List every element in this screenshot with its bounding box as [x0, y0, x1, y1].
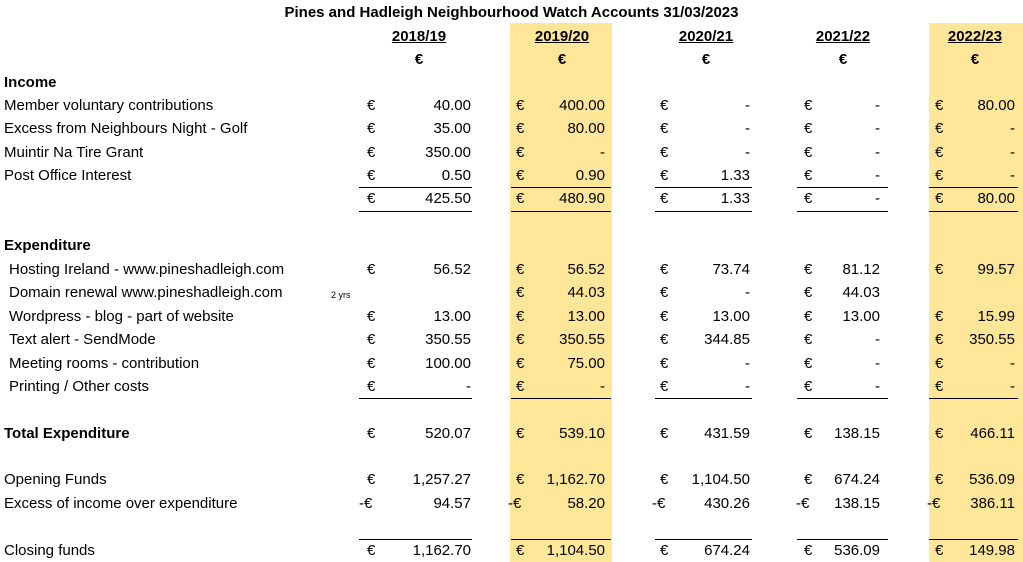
cell-value: - — [600, 144, 605, 161]
currency-symbol: € — [935, 144, 944, 161]
currency-symbol: € — [660, 355, 669, 372]
row-label: Member voluntary contributions — [4, 97, 214, 114]
cell-value: 466.11 — [970, 425, 1015, 442]
cell-value: - — [745, 378, 750, 395]
underline-rule — [797, 539, 888, 540]
cell-value: - — [745, 355, 750, 372]
currency-symbol: € — [516, 308, 525, 325]
currency-symbol: € — [367, 167, 376, 184]
cell-value: 81.12 — [842, 261, 880, 278]
currency-symbol: € — [367, 471, 376, 488]
currency-symbol: € — [367, 190, 376, 207]
row-label: Total Expenditure — [4, 425, 130, 442]
currency-symbol: -€ — [359, 495, 373, 512]
column-header-year: 2018/19 — [391, 28, 447, 45]
currency-symbol: € — [660, 190, 669, 207]
currency-symbol: € — [804, 308, 813, 325]
column-currency-header: € — [414, 51, 424, 68]
row-note: 2 yrs — [331, 290, 351, 300]
currency-symbol: -€ — [508, 495, 522, 512]
currency-symbol: € — [367, 308, 376, 325]
cell-value: 13.00 — [433, 308, 471, 325]
cell-value: 1,162.70 — [412, 542, 471, 559]
column-header-year: 2019/20 — [534, 28, 590, 45]
cell-value: 44.03 — [842, 284, 880, 301]
currency-symbol: € — [516, 144, 525, 161]
underline-rule — [655, 211, 752, 212]
underline-rule — [655, 398, 752, 399]
cell-value: 0.50 — [441, 167, 471, 184]
currency-symbol: € — [367, 378, 376, 395]
currency-symbol: € — [935, 261, 944, 278]
cell-value: - — [466, 378, 471, 395]
cell-value: 80.00 — [977, 97, 1015, 114]
cell-value: 674.24 — [834, 471, 880, 488]
currency-symbol: € — [660, 120, 669, 137]
cell-value: 350.55 — [969, 331, 1015, 348]
cell-value: 99.57 — [977, 261, 1015, 278]
underline-rule — [359, 211, 472, 212]
cell-value: 1.33 — [720, 167, 750, 184]
currency-symbol: € — [804, 261, 813, 278]
currency-symbol: -€ — [796, 495, 810, 512]
cell-value: 56.52 — [567, 261, 605, 278]
underline-rule — [797, 211, 888, 212]
currency-symbol: € — [660, 542, 669, 559]
currency-symbol: € — [804, 542, 813, 559]
cell-value: 149.98 — [969, 542, 1015, 559]
cell-value: 1,257.27 — [412, 471, 471, 488]
cell-value: 400.00 — [559, 97, 605, 114]
underline-rule — [511, 539, 611, 540]
cell-value: 75.00 — [567, 355, 605, 372]
cell-value: 1,162.70 — [546, 471, 605, 488]
currency-symbol: € — [516, 120, 525, 137]
currency-symbol: € — [660, 378, 669, 395]
currency-symbol: -€ — [927, 495, 941, 512]
currency-symbol: € — [935, 190, 944, 207]
cell-value: 56.52 — [433, 261, 471, 278]
cell-value: - — [875, 97, 880, 114]
currency-symbol: € — [660, 144, 669, 161]
cell-value: - — [745, 144, 750, 161]
cell-value: - — [745, 120, 750, 137]
currency-symbol: € — [367, 355, 376, 372]
currency-symbol: € — [660, 425, 669, 442]
row-label: Closing funds — [4, 542, 95, 559]
currency-symbol: € — [660, 308, 669, 325]
currency-symbol: € — [804, 378, 813, 395]
cell-value: 0.90 — [575, 167, 605, 184]
cell-value: - — [875, 355, 880, 372]
currency-symbol: € — [660, 261, 669, 278]
cell-value: 58.20 — [567, 495, 605, 512]
cell-value: 520.07 — [425, 425, 471, 442]
cell-value: 344.85 — [704, 331, 750, 348]
currency-symbol: € — [516, 425, 525, 442]
underline-rule — [359, 187, 472, 188]
currency-symbol: € — [367, 144, 376, 161]
currency-symbol: € — [935, 308, 944, 325]
currency-symbol: € — [935, 355, 944, 372]
cell-value: - — [1010, 378, 1015, 395]
currency-symbol: € — [935, 167, 944, 184]
cell-value: 1.33 — [720, 190, 750, 207]
currency-symbol: € — [935, 120, 944, 137]
cell-value: 430.26 — [704, 495, 750, 512]
cell-value: - — [745, 284, 750, 301]
cell-value: 431.59 — [704, 425, 750, 442]
row-label: Opening Funds — [4, 471, 107, 488]
row-label: Excess of income over expenditure — [4, 495, 238, 512]
row-label: Muintir Na Tire Grant — [4, 144, 144, 161]
section-heading-expenditure: Expenditure — [4, 237, 91, 254]
currency-symbol: € — [660, 284, 669, 301]
currency-symbol: € — [516, 167, 525, 184]
cell-value: - — [875, 167, 880, 184]
currency-symbol: € — [935, 542, 944, 559]
cell-value: - — [1010, 120, 1015, 137]
currency-symbol: € — [804, 284, 813, 301]
currency-symbol: € — [660, 471, 669, 488]
column-header-year: 2021/22 — [815, 28, 871, 45]
sheet-title: Pines and Hadleigh Neighbourhood Watch Accounts 31/03/2023 — [284, 4, 739, 21]
currency-symbol: € — [804, 471, 813, 488]
currency-symbol: € — [935, 97, 944, 114]
currency-symbol: € — [516, 190, 525, 207]
cell-value: 138.15 — [834, 495, 880, 512]
currency-symbol: € — [660, 167, 669, 184]
cell-value: 350.55 — [425, 331, 471, 348]
currency-symbol: € — [367, 331, 376, 348]
currency-symbol: € — [516, 284, 525, 301]
row-label: Printing / Other costs — [9, 378, 150, 395]
currency-symbol: € — [935, 471, 944, 488]
currency-symbol: -€ — [652, 495, 666, 512]
currency-symbol: € — [367, 120, 376, 137]
cell-value: 13.00 — [712, 308, 750, 325]
currency-symbol: € — [367, 97, 376, 114]
cell-value: 536.09 — [969, 471, 1015, 488]
currency-symbol: € — [516, 378, 525, 395]
underline-rule — [929, 539, 1018, 540]
currency-symbol: € — [367, 261, 376, 278]
underline-rule — [797, 187, 888, 188]
cell-value: 13.00 — [567, 308, 605, 325]
currency-symbol: € — [804, 425, 813, 442]
cell-value: 44.03 — [567, 284, 605, 301]
cell-value: 674.24 — [704, 542, 750, 559]
underline-rule — [929, 398, 1018, 399]
cell-value: 1,104.50 — [691, 471, 750, 488]
currency-symbol: € — [804, 190, 813, 207]
underline-rule — [359, 539, 472, 540]
cell-value: 138.15 — [834, 425, 880, 442]
currency-symbol: € — [660, 331, 669, 348]
currency-symbol: € — [804, 144, 813, 161]
cell-value: 15.99 — [977, 308, 1015, 325]
cell-value: 80.00 — [977, 190, 1015, 207]
section-heading-income: Income — [4, 74, 57, 91]
cell-value: 73.74 — [712, 261, 750, 278]
row-label: Domain renewal www.pineshadleigh.com — [9, 284, 283, 301]
cell-value: - — [875, 144, 880, 161]
row-label: Text alert - SendMode — [9, 331, 156, 348]
currency-symbol: € — [804, 355, 813, 372]
currency-symbol: € — [804, 97, 813, 114]
cell-value: 35.00 — [433, 120, 471, 137]
cell-value: - — [1010, 144, 1015, 161]
currency-symbol: € — [516, 542, 525, 559]
cell-value: 350.00 — [425, 144, 471, 161]
column-header-year: 2020/21 — [678, 28, 734, 45]
cell-value: - — [745, 97, 750, 114]
cell-value: 100.00 — [425, 355, 471, 372]
cell-value: 350.55 — [559, 331, 605, 348]
cell-value: 1,104.50 — [546, 542, 605, 559]
cell-value: 480.90 — [559, 190, 605, 207]
underline-rule — [511, 211, 611, 212]
currency-symbol: € — [804, 331, 813, 348]
row-label: Hosting Ireland - www.pineshadleigh.com — [9, 261, 285, 278]
underline-rule — [511, 398, 611, 399]
cell-value: - — [875, 331, 880, 348]
cell-value: - — [875, 378, 880, 395]
underline-rule — [797, 398, 888, 399]
underline-rule — [655, 539, 752, 540]
column-currency-header: € — [970, 51, 980, 68]
underline-rule — [655, 187, 752, 188]
underline-rule — [359, 398, 472, 399]
cell-value: 94.57 — [433, 495, 471, 512]
currency-symbol: € — [516, 97, 525, 114]
cell-value: 40.00 — [433, 97, 471, 114]
cell-value: 80.00 — [567, 120, 605, 137]
row-label: Meeting rooms - contribution — [9, 355, 200, 372]
cell-value: 536.09 — [834, 542, 880, 559]
cell-value: - — [1010, 355, 1015, 372]
row-label: Excess from Neighbours Night - Golf — [4, 120, 248, 137]
currency-symbol: € — [516, 261, 525, 278]
row-label: Wordpress - blog - part of website — [9, 308, 234, 325]
cell-value: - — [875, 190, 880, 207]
currency-symbol: € — [516, 471, 525, 488]
currency-symbol: € — [935, 331, 944, 348]
currency-symbol: € — [367, 425, 376, 442]
cell-value: 13.00 — [842, 308, 880, 325]
column-header-year: 2022/23 — [947, 28, 1003, 45]
cell-value: 539.10 — [559, 425, 605, 442]
cell-value: 425.50 — [425, 190, 471, 207]
currency-symbol: € — [804, 120, 813, 137]
currency-symbol: € — [804, 167, 813, 184]
cell-value: - — [1010, 167, 1015, 184]
cell-value: - — [600, 378, 605, 395]
underline-rule — [511, 187, 611, 188]
currency-symbol: € — [935, 378, 944, 395]
currency-symbol: € — [516, 331, 525, 348]
cell-value: 386.11 — [970, 495, 1015, 512]
underline-rule — [929, 187, 1018, 188]
column-currency-header: € — [701, 51, 711, 68]
currency-symbol: € — [367, 542, 376, 559]
cell-value: - — [875, 120, 880, 137]
column-currency-header: € — [838, 51, 848, 68]
column-currency-header: € — [557, 51, 567, 68]
currency-symbol: € — [516, 355, 525, 372]
underline-rule — [929, 211, 1018, 212]
currency-symbol: € — [935, 425, 944, 442]
row-label: Post Office Interest — [4, 167, 132, 184]
currency-symbol: € — [660, 97, 669, 114]
